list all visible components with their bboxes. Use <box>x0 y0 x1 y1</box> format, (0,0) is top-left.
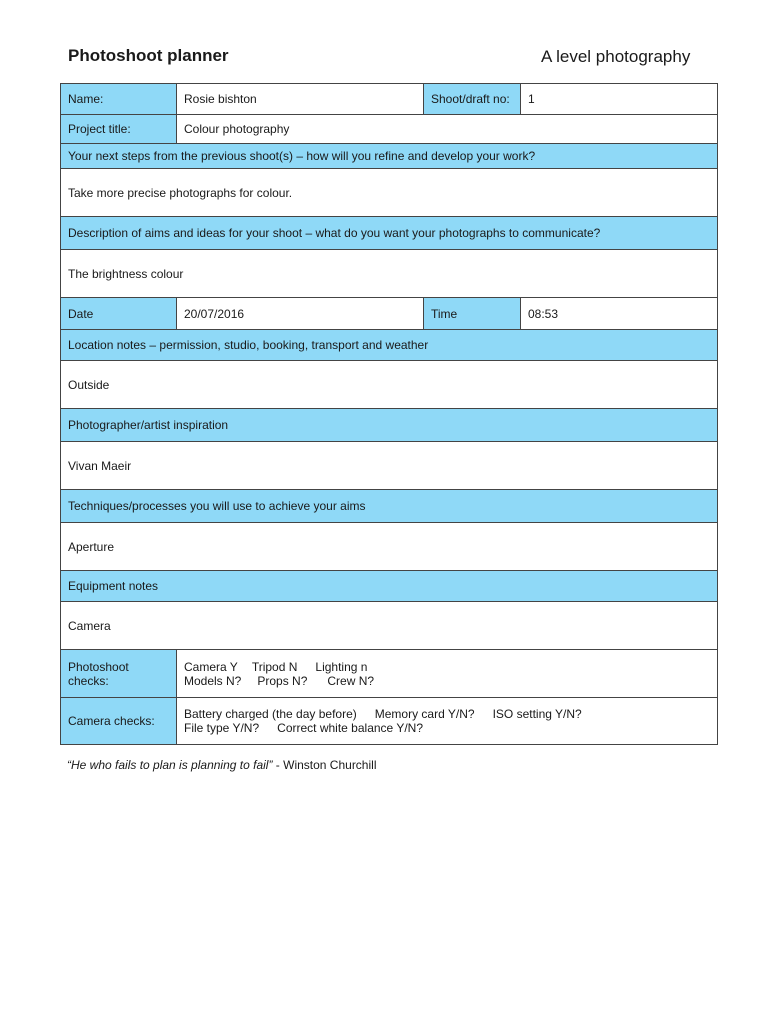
camera-checks-row <box>61 698 718 745</box>
photoshoot-checks-row <box>61 650 718 698</box>
next-steps-header-row <box>61 144 718 169</box>
camera-checks-label: Camera checks: <box>61 698 177 745</box>
techniques-prompt: Techniques/processes you will use to achieve your aims <box>61 490 718 523</box>
name-value[interactable]: Rosie bishton <box>177 84 424 115</box>
location-answer-row <box>61 361 718 409</box>
file-type-check[interactable]: File type Y/N? <box>184 721 260 735</box>
camera-checks-line-1 <box>184 707 710 721</box>
equipment-prompt: Equipment notes <box>61 571 718 602</box>
aims-answer[interactable]: The brightness colour <box>61 250 718 298</box>
location-prompt: Location notes – permission, studio, booking, transport and weather <box>61 330 718 361</box>
models-check[interactable]: Models N? <box>184 673 242 688</box>
name-label: Name: <box>61 84 177 115</box>
props-check[interactable]: Props N? <box>257 673 308 688</box>
camera-checks-value[interactable] <box>177 698 718 745</box>
camera-check[interactable]: Camera Y <box>184 659 238 674</box>
camera-checks-line-2 <box>184 721 710 735</box>
equipment-answer-row <box>61 602 718 650</box>
page-title: Photoshoot planner <box>68 46 229 65</box>
planner-table <box>60 83 718 745</box>
photoshoot-checks-line-2 <box>184 674 710 688</box>
project-row <box>61 115 718 144</box>
project-title-value[interactable]: Colour photography <box>177 115 718 144</box>
photoshoot-checks-label-line-1: Photoshoot <box>68 659 129 674</box>
photoshoot-checks-label <box>61 650 177 698</box>
inspiration-header-row <box>61 409 718 442</box>
date-time-row <box>61 298 718 330</box>
time-value[interactable]: 08:53 <box>521 298 718 330</box>
lighting-check[interactable]: Lighting n <box>315 659 368 674</box>
photoshoot-checks-line-1 <box>184 660 710 674</box>
footer-quote <box>67 758 376 772</box>
tripod-check[interactable]: Tripod N <box>251 659 298 674</box>
aims-header-row <box>61 217 718 250</box>
photoshoot-checks-value[interactable] <box>177 650 718 698</box>
techniques-answer-row <box>61 523 718 571</box>
aims-answer-row <box>61 250 718 298</box>
iso-setting-check[interactable]: ISO setting Y/N? <box>492 707 582 721</box>
crew-check[interactable]: Crew N? <box>327 673 375 688</box>
photoshoot-checks-label-line-2: checks: <box>68 673 109 688</box>
quote-text: “He who fails to plan is planning to fail” <box>67 758 273 772</box>
memory-card-check[interactable]: Memory card Y/N? <box>374 707 475 721</box>
location-answer[interactable]: Outside <box>61 361 718 409</box>
time-label: Time <box>424 298 521 330</box>
shoot-number-value[interactable]: 1 <box>521 84 718 115</box>
date-label: Date <box>61 298 177 330</box>
inspiration-answer-row <box>61 442 718 490</box>
quote-attribution: - Winston Churchill <box>272 758 377 772</box>
next-steps-prompt: Your next steps from the previous shoot(s) – how will you refine and develop your work? <box>61 144 718 169</box>
name-row <box>61 84 718 115</box>
techniques-header-row <box>61 490 718 523</box>
location-header-row <box>61 330 718 361</box>
date-value[interactable]: 20/07/2016 <box>177 298 424 330</box>
battery-check[interactable]: Battery charged (the day before) <box>184 707 357 721</box>
next-steps-answer-row <box>61 169 718 217</box>
page-subtitle: A level photography <box>541 47 691 66</box>
white-balance-check[interactable]: Correct white balance Y/N? <box>277 721 424 735</box>
next-steps-answer[interactable]: Take more precise photographs for colour. <box>61 169 718 217</box>
equipment-answer[interactable]: Camera <box>61 602 718 650</box>
project-title-label: Project title: <box>61 115 177 144</box>
aims-prompt: Description of aims and ideas for your shoot – what do you want your photographs to communicate? <box>61 217 718 250</box>
shoot-number-label: Shoot/draft no: <box>424 84 521 115</box>
techniques-answer[interactable]: Aperture <box>61 523 718 571</box>
inspiration-answer[interactable]: Vivan Maeir <box>61 442 718 490</box>
equipment-header-row <box>61 571 718 602</box>
inspiration-prompt: Photographer/artist inspiration <box>61 409 718 442</box>
